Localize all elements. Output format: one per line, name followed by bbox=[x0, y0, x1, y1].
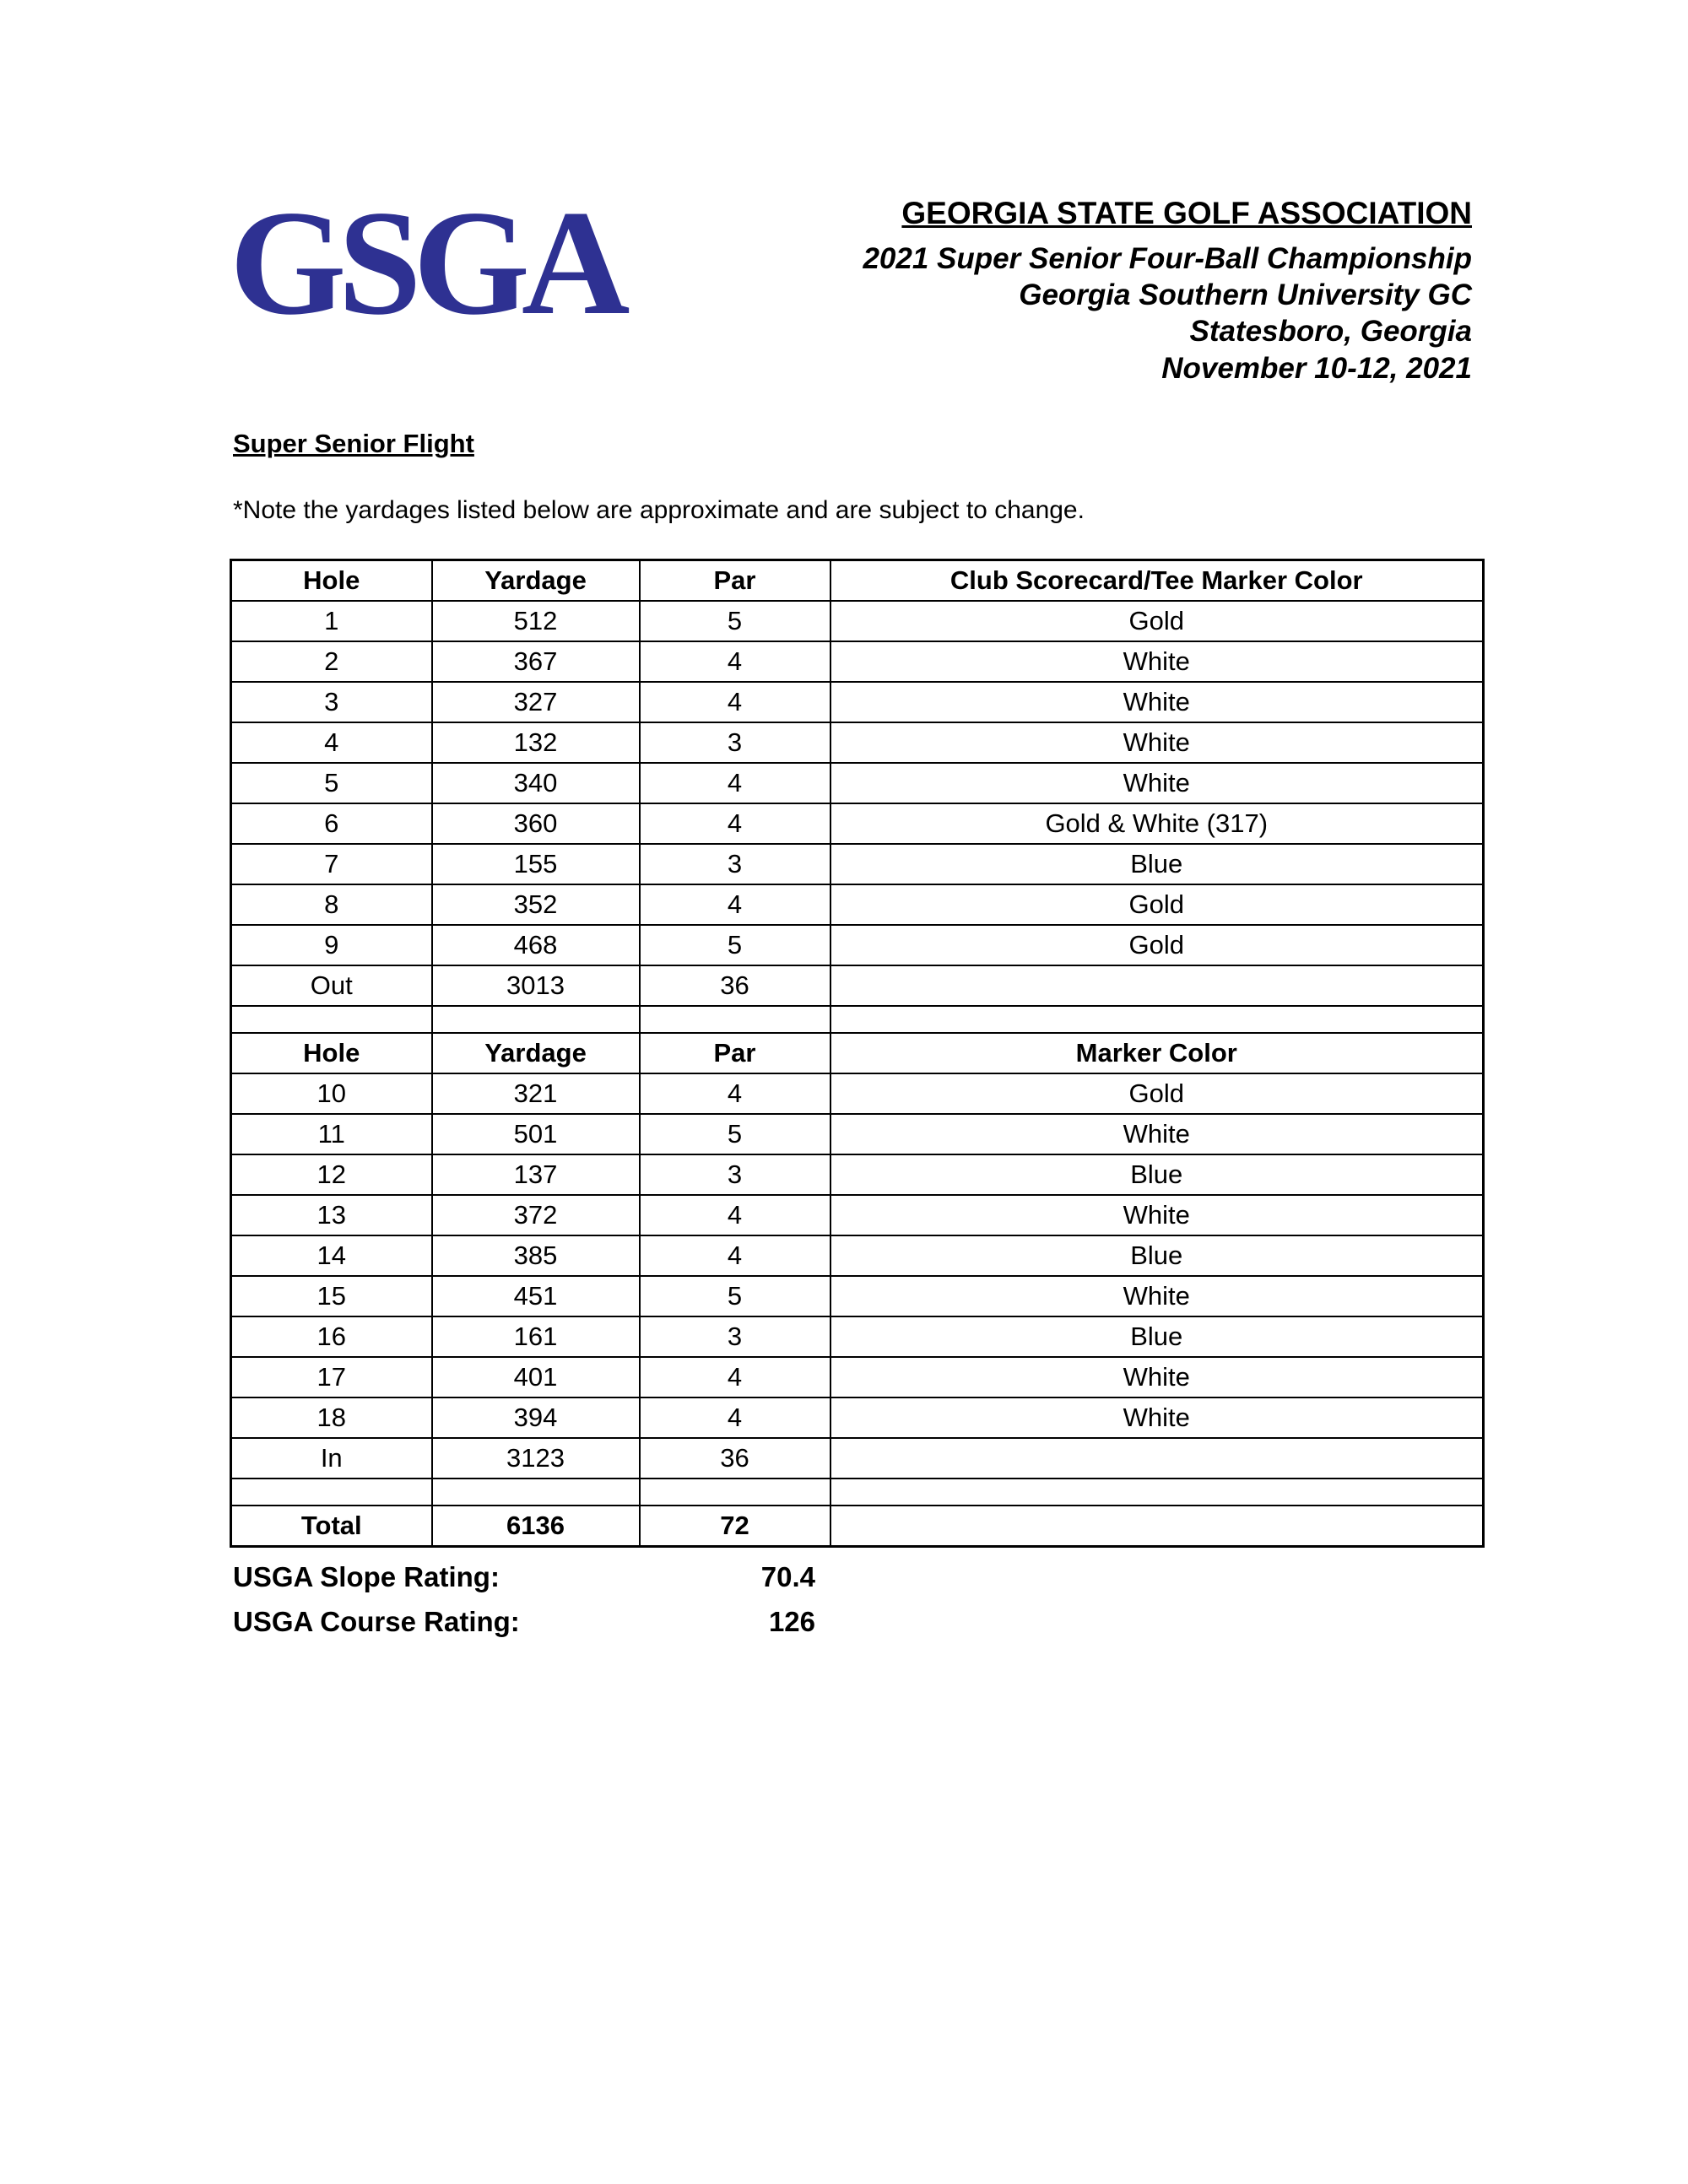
table-cell: 1 bbox=[231, 601, 432, 641]
table-cell: 385 bbox=[432, 1235, 640, 1276]
table-cell: White bbox=[830, 1114, 1484, 1154]
table-cell: 512 bbox=[432, 601, 640, 641]
hole-row bbox=[231, 1397, 1484, 1438]
ratings-block bbox=[233, 1554, 815, 1645]
table-cell: 16 bbox=[231, 1316, 432, 1357]
hole-row bbox=[231, 925, 1484, 965]
table-cell: Blue bbox=[830, 1316, 1484, 1357]
venue-name: Georgia Southern University GC bbox=[1019, 278, 1472, 311]
table-cell: Blue bbox=[830, 1235, 1484, 1276]
table-cell: 3 bbox=[640, 844, 830, 884]
table-cell: White bbox=[830, 1397, 1484, 1438]
table-cell: 4 bbox=[640, 1235, 830, 1276]
table-cell bbox=[231, 1479, 432, 1506]
table-cell: 6 bbox=[231, 803, 432, 844]
document-header bbox=[863, 196, 1472, 387]
hole-row bbox=[231, 722, 1484, 763]
hole-row bbox=[231, 1276, 1484, 1316]
table-cell: 372 bbox=[432, 1195, 640, 1235]
slope-rating-line bbox=[233, 1554, 815, 1599]
table-cell: 501 bbox=[432, 1114, 640, 1154]
slope-rating-value: 70.4 bbox=[760, 1561, 815, 1592]
table-cell bbox=[231, 1006, 432, 1033]
table-cell: Blue bbox=[830, 1154, 1484, 1195]
table-cell: White bbox=[830, 763, 1484, 803]
grand-total-row bbox=[231, 1506, 1484, 1547]
hole-row bbox=[231, 1235, 1484, 1276]
table-cell: 5 bbox=[640, 1114, 830, 1154]
table-cell: Gold bbox=[830, 925, 1484, 965]
table-cell: 3123 bbox=[432, 1438, 640, 1479]
table-cell: White bbox=[830, 722, 1484, 763]
table-cell bbox=[830, 1438, 1484, 1479]
course-rating-line bbox=[233, 1599, 815, 1644]
table-cell: 15 bbox=[231, 1276, 432, 1316]
table-cell: 401 bbox=[432, 1357, 640, 1397]
hole-row bbox=[231, 844, 1484, 884]
table-cell: 4 bbox=[231, 722, 432, 763]
venue-location: Statesboro, Georgia bbox=[1189, 315, 1472, 349]
table-cell: 3 bbox=[640, 1316, 830, 1357]
table-cell: 36 bbox=[640, 1438, 830, 1479]
table-cell: 3013 bbox=[432, 965, 640, 1006]
table-cell: 3 bbox=[640, 722, 830, 763]
table-cell bbox=[640, 1479, 830, 1506]
column-header: Par bbox=[640, 1033, 830, 1073]
table-cell: 340 bbox=[432, 763, 640, 803]
table-cell: 3 bbox=[231, 682, 432, 722]
column-header: Yardage bbox=[432, 560, 640, 602]
table-cell: 14 bbox=[231, 1235, 432, 1276]
hole-row bbox=[231, 682, 1484, 722]
table-cell: 10 bbox=[231, 1073, 432, 1114]
table-cell: 4 bbox=[640, 803, 830, 844]
table-cell bbox=[830, 1479, 1484, 1506]
in-total-row bbox=[231, 1438, 1484, 1479]
table-cell: Blue bbox=[830, 844, 1484, 884]
table-cell: 155 bbox=[432, 844, 640, 884]
table-cell: 161 bbox=[432, 1316, 640, 1357]
table-cell: Total bbox=[231, 1506, 432, 1547]
table-cell: In bbox=[231, 1438, 432, 1479]
table-cell: White bbox=[830, 641, 1484, 682]
back-nine-header-row bbox=[231, 1033, 1484, 1073]
table-cell bbox=[830, 965, 1484, 1006]
table-cell: 137 bbox=[432, 1154, 640, 1195]
column-header: Club Scorecard/Tee Marker Color bbox=[830, 560, 1484, 602]
table-cell: 17 bbox=[231, 1357, 432, 1397]
table-cell: 327 bbox=[432, 682, 640, 722]
hole-row bbox=[231, 884, 1484, 925]
table-cell: Gold & White (317) bbox=[830, 803, 1484, 844]
table-cell bbox=[830, 1506, 1484, 1547]
table-cell: 367 bbox=[432, 641, 640, 682]
hole-row bbox=[231, 803, 1484, 844]
table-cell: 6136 bbox=[432, 1506, 640, 1547]
table-cell: 132 bbox=[432, 722, 640, 763]
table-cell: 394 bbox=[432, 1397, 640, 1438]
hole-row bbox=[231, 1357, 1484, 1397]
table-cell: 3 bbox=[640, 1154, 830, 1195]
course-rating-value: 126 bbox=[768, 1606, 815, 1638]
hole-row bbox=[231, 601, 1484, 641]
table-cell: 5 bbox=[640, 601, 830, 641]
column-header: Hole bbox=[231, 1033, 432, 1073]
column-header: Marker Color bbox=[830, 1033, 1484, 1073]
table-cell bbox=[432, 1479, 640, 1506]
column-header: Par bbox=[640, 560, 830, 602]
table-cell: 4 bbox=[640, 884, 830, 925]
table-cell: 360 bbox=[432, 803, 640, 844]
table-cell: 8 bbox=[231, 884, 432, 925]
table-cell: 321 bbox=[432, 1073, 640, 1114]
table-cell: White bbox=[830, 1276, 1484, 1316]
table-cell: 12 bbox=[231, 1154, 432, 1195]
table-cell: 468 bbox=[432, 925, 640, 965]
gsga-logo: GSGA bbox=[230, 179, 622, 346]
hole-row bbox=[231, 1316, 1484, 1357]
slope-rating-label: USGA Slope Rating: bbox=[233, 1561, 500, 1592]
table-cell: 5 bbox=[640, 1276, 830, 1316]
table-cell: 11 bbox=[231, 1114, 432, 1154]
table-cell: 2 bbox=[231, 641, 432, 682]
table-cell: 4 bbox=[640, 1397, 830, 1438]
table-cell: Gold bbox=[830, 1073, 1484, 1114]
table-cell bbox=[830, 1006, 1484, 1033]
column-header: Yardage bbox=[432, 1033, 640, 1073]
table-cell: White bbox=[830, 1357, 1484, 1397]
out-total-row bbox=[231, 965, 1484, 1006]
hole-row bbox=[231, 1073, 1484, 1114]
table-cell bbox=[640, 1006, 830, 1033]
hole-row bbox=[231, 763, 1484, 803]
table-cell: White bbox=[830, 682, 1484, 722]
table-cell: Gold bbox=[830, 884, 1484, 925]
yardage-table bbox=[230, 559, 1485, 1548]
table-cell: 4 bbox=[640, 682, 830, 722]
hole-row bbox=[231, 1154, 1484, 1195]
table-cell: 4 bbox=[640, 641, 830, 682]
table-cell: 4 bbox=[640, 1357, 830, 1397]
front-nine-header-row bbox=[231, 560, 1484, 602]
column-header: Hole bbox=[231, 560, 432, 602]
table-cell: 4 bbox=[640, 763, 830, 803]
yardage-note: *Note the yardages listed below are approximate and are subject to change. bbox=[233, 496, 1085, 524]
table-cell: 4 bbox=[640, 1195, 830, 1235]
spacer-row bbox=[231, 1006, 1484, 1033]
table-cell: 4 bbox=[640, 1073, 830, 1114]
table-cell bbox=[432, 1006, 640, 1033]
table-cell: 352 bbox=[432, 884, 640, 925]
table-cell: White bbox=[830, 1195, 1484, 1235]
table-cell: 7 bbox=[231, 844, 432, 884]
flight-label: Super Senior Flight bbox=[233, 429, 474, 458]
spacer-row bbox=[231, 1479, 1484, 1506]
hole-row bbox=[231, 1195, 1484, 1235]
table-cell: 5 bbox=[231, 763, 432, 803]
table-cell: 451 bbox=[432, 1276, 640, 1316]
course-rating-label: USGA Course Rating: bbox=[233, 1606, 520, 1638]
hole-row bbox=[231, 1114, 1484, 1154]
table-cell: Out bbox=[231, 965, 432, 1006]
table-cell: 72 bbox=[640, 1506, 830, 1547]
table-cell: 36 bbox=[640, 965, 830, 1006]
table-cell: 9 bbox=[231, 925, 432, 965]
table-cell: 5 bbox=[640, 925, 830, 965]
association-title: GEORGIA STATE GOLF ASSOCIATION bbox=[901, 196, 1472, 230]
hole-row bbox=[231, 641, 1484, 682]
championship-title: 2021 Super Senior Four-Ball Championship bbox=[863, 241, 1472, 275]
table-cell: 13 bbox=[231, 1195, 432, 1235]
event-dates: November 10-12, 2021 bbox=[1161, 351, 1472, 385]
table-cell: 18 bbox=[231, 1397, 432, 1438]
table-cell: Gold bbox=[830, 601, 1484, 641]
